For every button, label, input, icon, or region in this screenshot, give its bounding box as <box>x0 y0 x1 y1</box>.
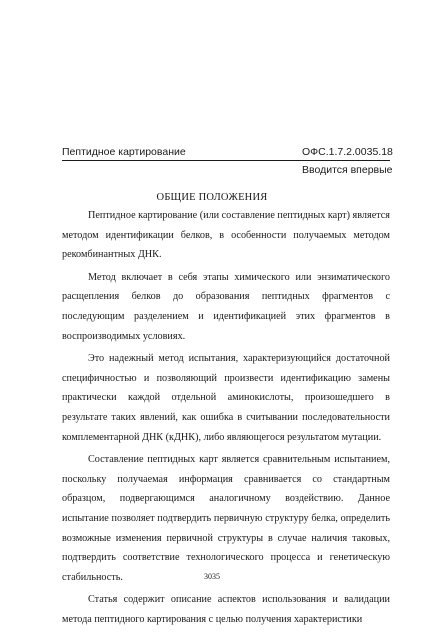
section-heading: ОБЩИЕ ПОЛОЖЕНИЯ <box>156 192 268 203</box>
document-code: ОФС.1.7.2.0035.18 <box>302 146 393 158</box>
document-title: Пептидное картирование <box>62 146 186 158</box>
paragraph: Статья содержит описание аспектов использования и валидации метода пептидного картирования с целью получения характеристики <box>62 594 390 625</box>
paragraph: Метод включает в себя этапы химического или энзиматического расщепления белков до образования пептидных фрагментов с последующим разделением и идентификацией этих фрагментов в воспроизводимых условиях. <box>62 271 390 342</box>
paragraph: Пептидное картирование (или составление пептидных карт) является методом идентификации белков, в особенности получаемых методом рекомбинантных ДНК. <box>62 210 390 261</box>
header-divider <box>62 160 390 161</box>
document-status-note: Вводится впервые <box>302 164 393 176</box>
paragraph: Это надежный метод испытания, характеризующийся достаточной специфичностью и позволяющий произвести идентификацию замены практически каждой отдельной аминокислоты, произошедшего в результате таких явлений, как ошибка в считывании последовательности комплементарной ДНК (кДНК), либо являющегося результатом мутации. <box>62 353 390 443</box>
body-text <box>62 206 390 632</box>
page-number: 3035 <box>204 572 220 581</box>
paragraph: Составление пептидных карт является сравнительным испытанием, поскольку получаемая информация сравнивается со стандартным образцом, подвергающимся аналогичному воздействию. Данное испытание позволяет подтвердить первичную структуру белка, определить возможные изменения первичной структуры в случае наличия таковых, подтвердить соответствие технологического процесса и генетическую стабильность. <box>62 454 390 583</box>
